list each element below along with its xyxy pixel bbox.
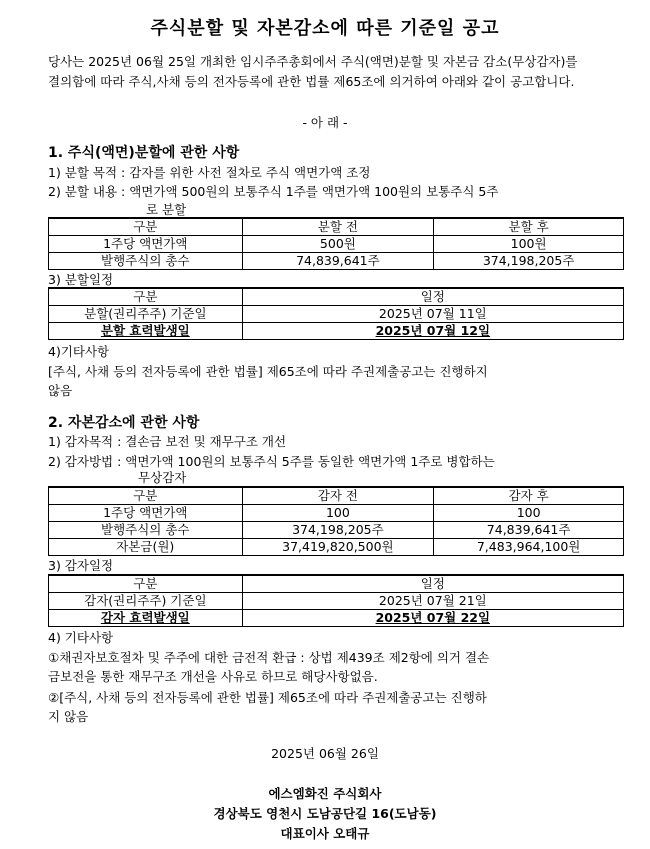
table-header: 구분 <box>49 575 243 593</box>
s1-purpose: 1) 분할 목적 : 감자를 위한 사전 절차로 주식 액면가액 조정 <box>48 165 371 180</box>
s1-schedule-label: 3) 분할일정 <box>48 272 114 287</box>
table-cell: 1주당 액면가액 <box>49 505 243 522</box>
s2-etc2-line1: ②[주식, 사채 등의 전자등록에 관한 법률] 제65조에 따라 주권제출공고는 진행하 <box>48 690 487 705</box>
table-header-row <box>49 575 624 593</box>
s2-etc1-line2: 금보전을 통한 재무구조 개선을 사유로 하므로 해당사항없음. <box>48 669 378 684</box>
arae-label: - 아 래 - <box>302 115 348 130</box>
s2-etc2-line2: 지 않음 <box>48 709 89 724</box>
table-header: 구분 <box>49 288 243 306</box>
table-cell: 100 <box>434 505 624 522</box>
table-row <box>49 610 624 627</box>
company-address: 경상북도 영천시 도남공단길 16(도남동) <box>213 806 437 821</box>
announcement-date: 2025년 06월 26일 <box>271 746 379 761</box>
table-row <box>49 505 624 522</box>
table-row <box>49 253 624 270</box>
table-row <box>49 522 624 539</box>
table-header-row <box>49 288 624 306</box>
table-cell: 100 <box>242 505 434 522</box>
table-cell: 74,839,641주 <box>242 253 434 270</box>
intro-paragraph: 당사는 2025년 06월 25일 개최한 임시주주총회에서 주식(액면)분할 및 자본금 감소(무상감자)를 결의함에 따라 주식,사채 등의 전자등록에 관한 법률 제65조에 의거하여 아래와 같이 공고합니다. <box>48 54 578 89</box>
s2-schedule-label: 3) 감자일정 <box>48 558 114 573</box>
table-row <box>49 236 624 253</box>
table-cell: 분할 효력발생일 <box>49 323 243 340</box>
s2-etc1-line1: ①채권자보호절차 및 주주에 대한 금전적 환급 : 상법 제439조 제2항에 의거 결손 <box>48 650 490 665</box>
table-header: 일정 <box>242 575 623 593</box>
page-title: 주식분할 및 자본감소에 따른 기준일 공고 <box>150 18 500 39</box>
s1-etc-label: 4)기타사항 <box>48 344 110 359</box>
table-cell: 감자(권리주주) 기준일 <box>49 593 243 610</box>
s2-etc-label: 4) 기타사항 <box>48 630 114 645</box>
table-row <box>49 593 624 610</box>
table-header-row <box>49 487 624 505</box>
table-header-row <box>49 218 624 236</box>
table-cell: 2025년 07월 21일 <box>242 593 623 610</box>
table-cell: 7,483,964,100원 <box>434 539 624 556</box>
table-header: 구분 <box>49 487 243 505</box>
section2-heading: 2. 자본감소에 관한 사항 <box>48 415 200 431</box>
table-cell: 2025년 07월 11일 <box>242 306 623 323</box>
s1-content-line2: 로 분할 <box>146 202 187 217</box>
s1-schedule-table <box>48 287 624 340</box>
s2-capital-table <box>48 486 624 556</box>
table-header: 일정 <box>242 288 623 306</box>
s1-content-line1: 2) 분할 내용 : 액면가액 500원의 보통주식 1주를 액면가액 100원의 보통주식 5주 <box>48 184 499 199</box>
table-cell: 37,419,820,500원 <box>242 539 434 556</box>
table-cell: 분할(권리주주) 기준일 <box>49 306 243 323</box>
s1-etc-line1: [주식, 사채 등의 전자등록에 관한 법률] 제65조에 따라 주권제출공고는 진행하지 <box>48 364 488 379</box>
table-header: 분할 전 <box>242 218 434 236</box>
table-header: 감자 전 <box>242 487 434 505</box>
ceo-name: 대표이사 오태규 <box>280 826 370 841</box>
table-cell: 2025년 07월 12일 <box>242 323 623 340</box>
table-header: 분할 후 <box>434 218 624 236</box>
s1-etc-line2: 않음 <box>48 383 73 398</box>
company-name: 에스엠화진 주식회사 <box>268 786 382 801</box>
s2-purpose: 1) 감자목적 : 결손금 보전 및 재무구조 개선 <box>48 434 287 449</box>
table-cell: 374,198,205주 <box>242 522 434 539</box>
table-cell: 1주당 액면가액 <box>49 236 243 253</box>
s1-split-table <box>48 217 624 270</box>
table-row <box>49 306 624 323</box>
table-cell: 100원 <box>434 236 624 253</box>
table-cell: 374,198,205주 <box>434 253 624 270</box>
table-cell: 74,839,641주 <box>434 522 624 539</box>
s2-schedule-table <box>48 574 624 627</box>
s2-method-line2: 무상감자 <box>138 470 187 485</box>
table-cell: 발행주식의 총수 <box>49 522 243 539</box>
table-cell: 발행주식의 총수 <box>49 253 243 270</box>
table-row <box>49 323 624 340</box>
table-cell: 2025년 07월 22일 <box>242 610 623 627</box>
table-row <box>49 539 624 556</box>
section1-heading: 1. 주식(액면)분할에 관한 사항 <box>48 145 240 161</box>
table-cell: 감자 효력발생일 <box>49 610 243 627</box>
table-header: 감자 후 <box>434 487 624 505</box>
table-cell: 500원 <box>242 236 434 253</box>
s2-method-line1: 2) 감자방법 : 액면가액 100원의 보통주식 5주를 동일한 액면가액 1주로 병합하는 <box>48 454 495 469</box>
table-header: 구분 <box>49 218 243 236</box>
table-cell: 자본금(원) <box>49 539 243 556</box>
